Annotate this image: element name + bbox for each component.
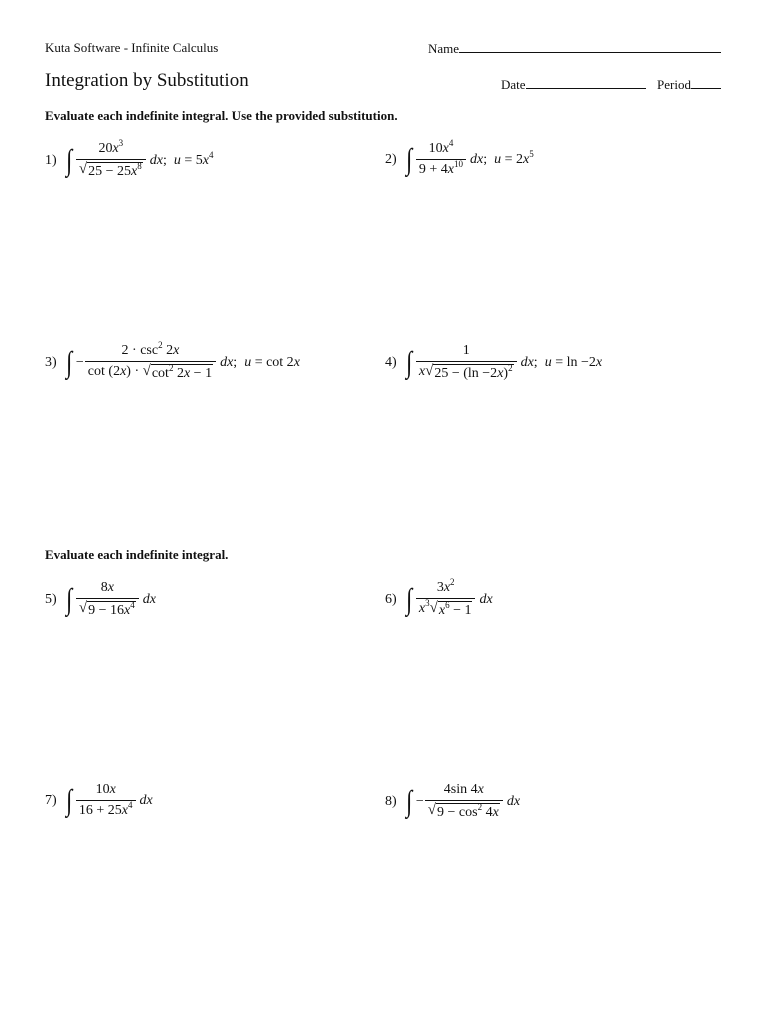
substitution-hint: dx; u = cot 2x — [220, 354, 300, 370]
section-instruction: Evaluate each indefinite integral. — [45, 547, 229, 562]
period-line[interactable] — [691, 76, 721, 89]
date-line[interactable] — [526, 76, 646, 89]
substitution-hint: dx; $u = 5x^4$ — [149, 149, 214, 168]
denominator: $x^3$ √ $x^6 - 1$ — [416, 598, 476, 619]
period-label: Period — [657, 77, 691, 92]
problem-8 — [385, 782, 520, 821]
numerator: $3x^2$ — [436, 577, 455, 595]
denominator: $9 + 4x^{10}$ — [416, 159, 466, 178]
numerator: 10x — [95, 782, 116, 797]
integrand-fraction — [416, 138, 466, 178]
problem-number: 5) — [45, 591, 57, 607]
section-instruction: Evaluate each indefinite integral. Use the provided substitution. — [45, 108, 398, 123]
problem-number: 3) — [45, 354, 57, 370]
numerator: $20x^3$ — [98, 138, 124, 156]
integrand-fraction — [416, 343, 517, 382]
denominator: √ $9 - 16x^4$ — [76, 598, 139, 619]
integral-sign-icon: ∫ — [65, 345, 72, 379]
integral-sign-icon: ∫ — [65, 143, 72, 177]
numerator: 4sin 4x — [443, 782, 484, 797]
integrand-fraction — [76, 580, 139, 619]
integral-sign-icon: ∫ — [405, 582, 412, 616]
problem-3 — [45, 340, 300, 382]
problem-number: 2) — [385, 151, 397, 167]
problem-number: 8) — [385, 793, 397, 809]
integrand-fraction — [76, 138, 146, 180]
integral-sign-icon: ∫ — [405, 784, 412, 818]
integrand-fraction — [425, 782, 503, 821]
period-field[interactable] — [657, 76, 721, 93]
numerator: $2 \cdot \csc^2 2x$ — [121, 340, 180, 358]
name-line[interactable] — [459, 40, 721, 53]
date-label: Date — [501, 77, 526, 92]
problem-4 — [385, 343, 602, 382]
problem-7 — [45, 782, 153, 819]
negative-sign: − — [75, 354, 84, 370]
integral-sign-icon: ∫ — [405, 345, 412, 379]
name-field[interactable] — [428, 40, 721, 57]
problem-number: 6) — [385, 591, 397, 607]
substitution-hint: dx; u = ln −2x — [520, 354, 603, 370]
problem-1 — [45, 138, 214, 180]
name-label: Name — [428, 41, 460, 56]
differential: dx — [142, 591, 156, 607]
differential: dx — [479, 591, 493, 607]
numerator: $10x^4$ — [428, 138, 454, 156]
integrand-fraction — [76, 782, 136, 819]
denominator: √ $9 - \cos^2 4x$ — [425, 800, 503, 821]
date-field[interactable] — [501, 76, 646, 93]
publisher-label: Kuta Software - Infinite Calculus — [45, 40, 219, 55]
problem-5 — [45, 580, 156, 619]
page-title: Integration by Substitution — [45, 70, 249, 91]
integral-sign-icon: ∫ — [65, 783, 72, 817]
numerator: 1 — [462, 343, 470, 358]
integrand-fraction — [85, 340, 216, 382]
denominator: $16 + 25x^4$ — [76, 800, 136, 819]
problem-2 — [385, 138, 534, 178]
denominator: √ $25 - 25x^8$ — [76, 159, 146, 180]
denominator: x √ $25 - (\ln -2x)^2$ — [416, 361, 517, 382]
problem-number: 1) — [45, 152, 57, 168]
numerator: 8x — [100, 580, 114, 595]
denominator: cot (2x) · √ $\cot^2 2x - 1$ — [85, 361, 216, 382]
differential: dx — [139, 792, 153, 808]
negative-sign: − — [415, 793, 424, 809]
problem-number: 7) — [45, 792, 57, 808]
differential: dx — [506, 793, 521, 809]
integral-sign-icon: ∫ — [65, 582, 72, 616]
problem-6 — [385, 577, 493, 619]
integrand-fraction — [416, 577, 476, 619]
substitution-hint: dx; $u = 2x^5$ — [470, 148, 534, 167]
integral-sign-icon: ∫ — [405, 142, 412, 176]
problem-number: 4) — [385, 354, 397, 370]
